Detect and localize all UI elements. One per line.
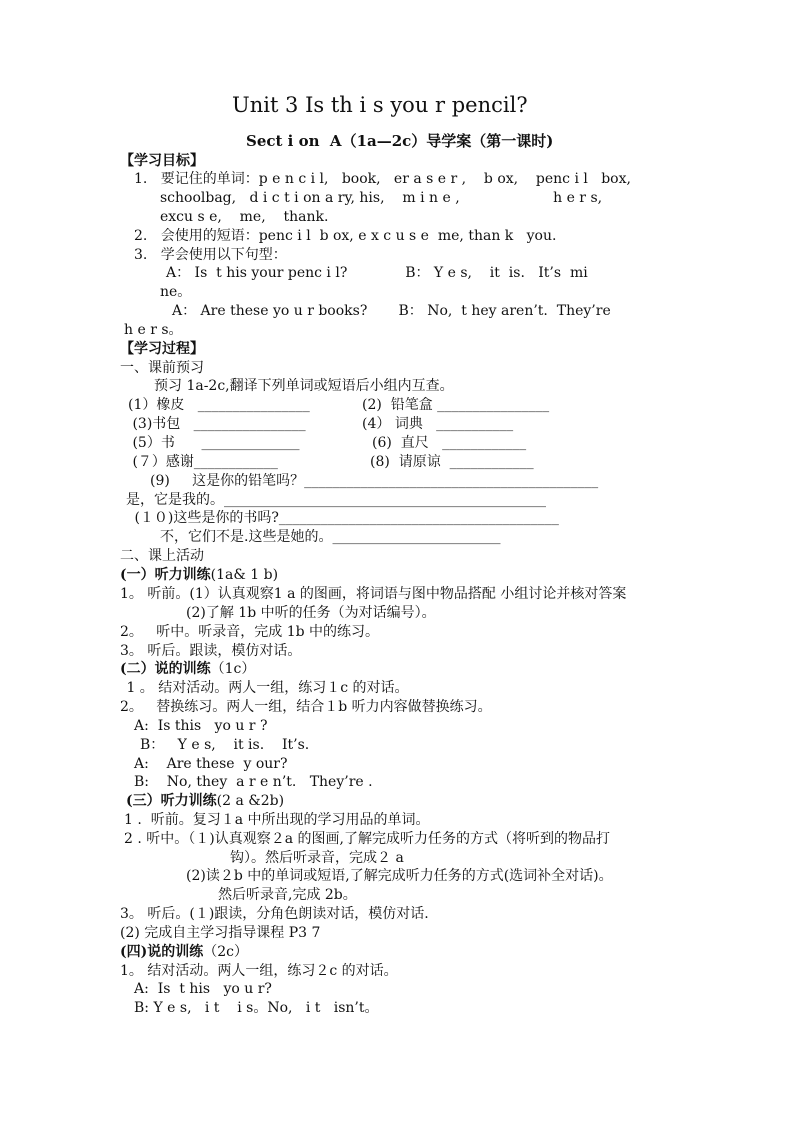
translate-item: 是，它是我的。______________________________________________ xyxy=(126,492,546,508)
activity-line: (2) 完成自主学习指导课程 P3 7 xyxy=(120,925,321,941)
translate-item: (9) 这是你的铅笔吗？__________________________________________ xyxy=(150,473,599,489)
activity-line: (2)读２b 中的单词或短语,了解完成听力任务的方式(选词补全对话)。 xyxy=(186,868,613,884)
dialogue-line: A: Is t his yo u r? xyxy=(134,981,272,997)
activity-line: (2)了解 1b 中听的任务（为对话编号）。 xyxy=(186,605,436,621)
goals-line: schoolbag, d i c t i on a ry, his, m i n e , h e r s, xyxy=(160,190,603,206)
vocab-item: (6) 直尺 ____________ xyxy=(372,435,527,451)
activity-line: 钩）。然后听录音，完成２ a xyxy=(230,850,404,866)
section-heading-tail: (2 a &2b) xyxy=(216,793,285,809)
goals-heading: 【学习目标】 xyxy=(120,153,204,169)
activity-line: 3。 听后。跟读，模仿对话。 xyxy=(120,643,302,659)
activity-line: 然后听录音,完成 2b。 xyxy=(218,887,357,903)
page-subtitle: Sect i on A（1a—2c）导学案（第一课时) xyxy=(246,132,554,150)
vocab-item: (5）书 ______________ xyxy=(128,435,300,451)
section-heading xyxy=(120,566,278,584)
translate-item: (１０)这些是你的书吗?________________________________________ xyxy=(130,510,559,526)
pre-study-title: 一、课前预习 xyxy=(120,360,204,376)
activity-line: 1。 听前。(1）认真观察1 a 的图画，将词语与图中物品搭配 小组讨论并核对答案 xyxy=(120,586,627,602)
activity-line: 3。 听后。(１)跟读，分角色朗读对话，模仿对话. xyxy=(120,906,429,922)
activity-line: 1 。 结对活动。两人一组，练习１c 的对话。 xyxy=(122,680,409,696)
goals-line: A： Are these yo u r books? B： No, t hey aren’t. They’re xyxy=(172,303,611,319)
section-heading xyxy=(126,792,284,810)
vocab-item: (2) 铅笔盒 ________________ xyxy=(362,397,550,413)
dialogue-line: B： Y e s, it is. It’s. xyxy=(140,737,310,753)
section-heading-label: (三）听力训练 xyxy=(126,793,217,809)
activity-line: 2。 替换练习。两人一组，结合１b 听力内容做替换练习。 xyxy=(120,699,492,715)
section-heading-label: (四)说的训练 xyxy=(120,944,204,960)
dialogue-line: B: No, they a r e n’t. They’re . xyxy=(134,774,373,790)
section-heading-label: (二）说的训练 xyxy=(120,661,211,677)
section-heading-label: (一）听力训练 xyxy=(120,567,211,583)
dialogue-line: A: Are these y our? xyxy=(134,756,288,772)
page-title: Unit 3 Is th i s you r pencil? xyxy=(232,93,528,117)
activity-line: 1 . 听前。复习１a 中所出现的学习用品的单词。 xyxy=(124,812,430,828)
activity-line: 2 . 听中。（１)认真观察２a 的图画,了解完成听力任务的方式（将听到的物品打 xyxy=(124,831,610,847)
dialogue-line: B: Y e s, i t i s。No, i t isn’t。 xyxy=(134,1000,379,1016)
goals-line: 2. 会使用的短语：penc i l b ox, e x c u s e me, than k you. xyxy=(134,228,557,244)
section-heading-tail: （1c） xyxy=(210,661,256,677)
goals-line: 1. 要记住的单词：p e n c i l, book, er a s e r , b ox, penc i l box, xyxy=(134,171,631,187)
vocab-item: (3)书包 ________________ xyxy=(128,416,306,432)
section-heading xyxy=(120,660,255,678)
dialogue-line: A: Is this yo u r ? xyxy=(134,718,268,734)
goals-line: A： Is t his your penc i l? B： Y e s, it is. It’s mi xyxy=(166,265,588,281)
goals-line: ne。 xyxy=(160,284,192,300)
goals-line: h e r s。 xyxy=(124,322,183,338)
class-activity-title: 二、课上活动 xyxy=(120,548,204,564)
vocab-item: (4） 词典 ___________ xyxy=(362,416,514,432)
activity-line: 2。 听中。听录音，完成 1b 中的练习。 xyxy=(120,624,380,640)
section-heading-tail: (1a& 1 b) xyxy=(210,567,279,583)
goals-line: 3. 学会使用以下句型： xyxy=(134,247,287,263)
goals-line: excu s e, me, thank. xyxy=(160,209,329,225)
section-heading xyxy=(120,943,248,961)
translate-item: 不，它们不是.这些是她的。________________________ xyxy=(160,529,501,545)
pre-study-instruction: 预习 1a-2c,翻译下列单词或短语后小组内互查。 xyxy=(154,378,454,394)
section-heading-tail: （2c） xyxy=(203,944,248,960)
activity-line: 1。 结对活动。两人一组，练习２c 的对话。 xyxy=(120,963,398,979)
vocab-item: (1）橡皮 ________________ xyxy=(128,397,310,413)
vocab-item: (７）感谢____________ xyxy=(128,454,278,470)
vocab-item: (8) 请原谅 ____________ xyxy=(370,454,534,470)
process-heading: 【学习过程】 xyxy=(120,341,204,357)
